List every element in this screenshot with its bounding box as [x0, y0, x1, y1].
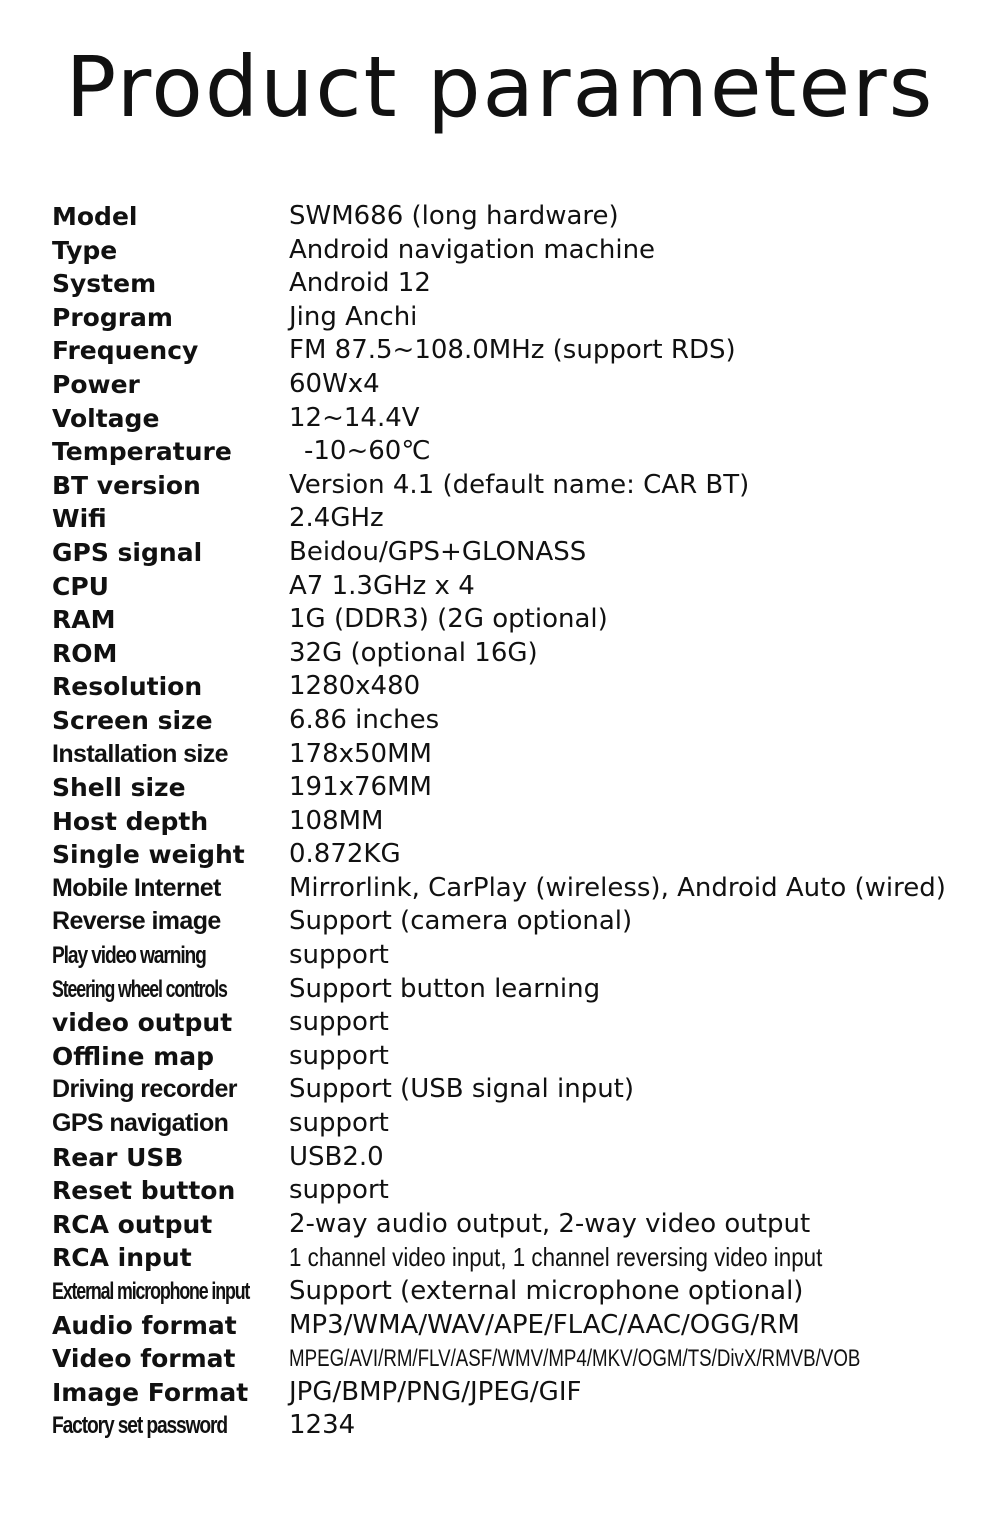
- param-value: A7 1.3GHz x 4: [289, 570, 475, 601]
- param-row-bt-version: [52, 469, 992, 503]
- param-value: support: [289, 1040, 389, 1071]
- param-value: 12~14.4V: [289, 402, 420, 433]
- param-value: support: [289, 1175, 389, 1206]
- page-title: Product parameters: [65, 38, 935, 136]
- param-value: 1G (DDR3) (2G optional): [289, 604, 608, 635]
- param-label: Steering wheel controls: [52, 975, 227, 1003]
- param-row-type: [52, 234, 992, 268]
- param-row-ram: [52, 603, 992, 637]
- param-value: SWM686 (long hardware): [289, 201, 619, 231]
- param-row-mobile-internet: [52, 872, 992, 906]
- param-label: Screen size: [52, 705, 213, 735]
- param-value: Support button learning: [289, 973, 601, 1004]
- param-row-single-weight: [52, 838, 992, 872]
- param-value: Android 12: [289, 268, 431, 299]
- param-row-offline-map: [52, 1040, 992, 1074]
- param-value: MPEG/AVI/RM/FLV/ASF/WMV/MP4/MKV/OGM/TS/DivX/RMVB/VOB: [289, 1345, 861, 1373]
- param-row-wifi: [52, 502, 992, 536]
- param-row-shell-size: [52, 771, 992, 805]
- param-row-program: [52, 301, 992, 335]
- param-label: Type: [52, 235, 118, 265]
- param-value: MP3/WMA/WAV/APE/FLAC/AAC/OGG/RM: [289, 1309, 800, 1340]
- param-row-system: [52, 267, 992, 301]
- param-value: 108MM: [289, 805, 384, 836]
- param-label: ROM: [52, 638, 118, 668]
- param-row-factory-set-password: [52, 1409, 992, 1443]
- param-row-cpu: [52, 570, 992, 604]
- param-label: Reset button: [52, 1176, 236, 1206]
- param-row-power: [52, 368, 992, 402]
- param-label: Video format: [52, 1344, 236, 1374]
- param-row-audio-format: [52, 1309, 992, 1343]
- param-value: Support (USB signal input): [289, 1074, 635, 1105]
- param-row-steering-wheel-controls: [52, 973, 992, 1007]
- param-value: Android navigation machine: [289, 234, 656, 265]
- param-label: CPU: [52, 571, 109, 601]
- param-row-video-format: [52, 1342, 992, 1376]
- param-label: RCA input: [52, 1243, 192, 1273]
- param-row-installation-size: [52, 738, 992, 772]
- param-label: Installation size: [52, 739, 228, 768]
- param-value: 60Wx4: [289, 368, 380, 399]
- param-label: BT version: [52, 470, 201, 500]
- param-row-reset-button: [52, 1174, 992, 1208]
- param-label: GPS navigation: [52, 1109, 229, 1138]
- param-label: RAM: [52, 605, 116, 635]
- param-label: Offline map: [52, 1041, 214, 1071]
- param-row-host-depth: [52, 805, 992, 839]
- param-label: Program: [52, 302, 173, 332]
- param-row-external-microphone-input: [52, 1275, 992, 1309]
- param-label: GPS signal: [52, 537, 203, 567]
- param-row-temperature: [52, 435, 992, 469]
- param-row-rear-usb: [52, 1141, 992, 1175]
- param-label: Host depth: [52, 806, 209, 836]
- param-value: 32G (optional 16G): [289, 637, 538, 668]
- param-label: Model: [52, 202, 138, 231]
- param-label: Frequency: [52, 336, 199, 366]
- param-value: 1 channel video input, 1 channel reversing video input: [289, 1242, 823, 1273]
- parameter-list: [52, 200, 992, 1443]
- param-row-play-video-warning: [52, 939, 992, 973]
- param-value: 2-way audio output, 2-way video output: [289, 1208, 811, 1239]
- param-label: System: [52, 269, 157, 299]
- param-value: Mirrorlink, CarPlay (wireless), Android Auto (wired): [289, 872, 946, 903]
- param-value: 2.4GHz: [289, 503, 384, 534]
- param-label: Shell size: [52, 773, 186, 803]
- param-value: 0.872KG: [289, 839, 401, 870]
- param-value: support: [289, 940, 389, 971]
- param-row-voltage: [52, 402, 992, 436]
- param-label: Image Format: [52, 1377, 249, 1407]
- param-label: External microphone input: [52, 1278, 250, 1305]
- param-value: support: [289, 1108, 389, 1139]
- param-value: 178x50MM: [289, 738, 432, 769]
- param-value: 6.86 inches: [289, 704, 440, 735]
- param-label: Power: [52, 369, 140, 399]
- param-value: -10~60℃: [304, 436, 431, 467]
- param-row-video-output: [52, 1006, 992, 1040]
- param-row-driving-recorder: [52, 1073, 992, 1107]
- param-value: Version 4.1 (default name: CAR BT): [289, 469, 750, 500]
- param-row-rom: [52, 637, 992, 671]
- param-value: support: [289, 1007, 389, 1038]
- param-row-frequency: [52, 334, 992, 368]
- param-row-reverse-image: [52, 905, 992, 939]
- param-value: 1280x480: [289, 671, 421, 702]
- param-label: Mobile Internet: [52, 873, 221, 902]
- param-label: Play video warning: [52, 942, 206, 970]
- param-row-gps-signal: [52, 536, 992, 570]
- param-label: Single weight: [52, 840, 245, 870]
- param-row-screen-size: [52, 704, 992, 738]
- param-value: Jing Anchi: [289, 301, 418, 332]
- param-value: FM 87.5~108.0MHz (support RDS): [289, 335, 736, 366]
- param-value: 191x76MM: [289, 772, 432, 803]
- param-label: Factory set password: [52, 1412, 228, 1440]
- param-row-rca-output: [52, 1208, 992, 1242]
- param-row-rca-input: [52, 1241, 992, 1275]
- param-row-image-format: [52, 1376, 992, 1410]
- param-row-gps-navigation: [52, 1107, 992, 1141]
- param-value: Beidou/GPS+GLONASS: [289, 536, 587, 567]
- param-label: Temperature: [52, 437, 232, 467]
- param-label: Reverse image: [52, 907, 221, 936]
- param-label: Voltage: [52, 403, 160, 433]
- param-value: Support (camera optional): [289, 906, 633, 937]
- param-value: USB2.0: [289, 1141, 384, 1172]
- param-label: Rear USB: [52, 1142, 184, 1172]
- param-label: Audio format: [52, 1310, 237, 1340]
- param-label: Driving recorder: [52, 1075, 237, 1104]
- param-label: RCA output: [52, 1209, 213, 1239]
- param-value: Support (external microphone optional): [289, 1276, 804, 1306]
- param-row-resolution: [52, 670, 992, 704]
- param-label: video output: [52, 1008, 233, 1038]
- param-label: Wifi: [52, 504, 107, 534]
- param-value: 1234: [289, 1410, 356, 1441]
- param-value: JPG/BMP/PNG/JPEG/GIF: [289, 1376, 582, 1407]
- param-label: Resolution: [52, 672, 203, 702]
- param-row-model: [52, 200, 992, 234]
